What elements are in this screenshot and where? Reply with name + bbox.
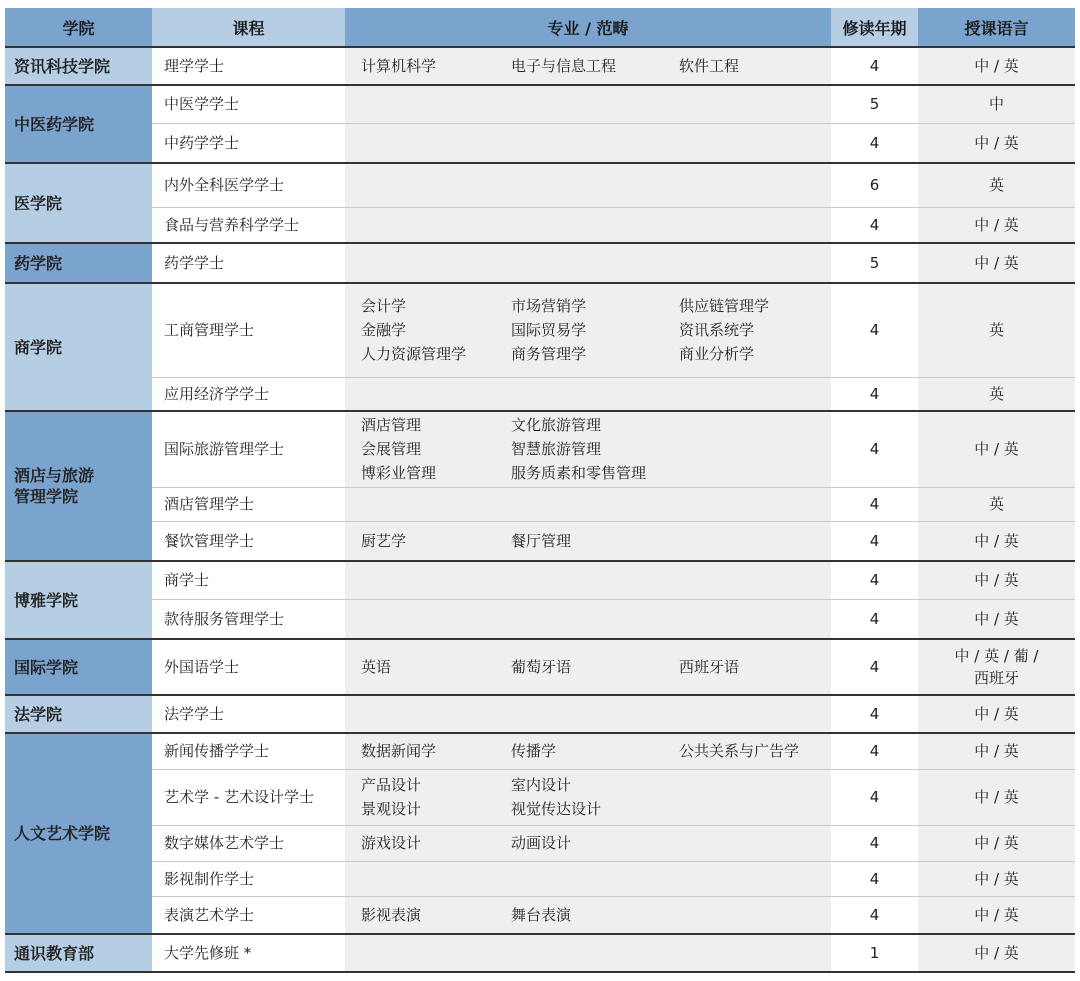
header-majors: 专业 / 范畴: [345, 8, 831, 47]
majors-cell: [345, 825, 831, 861]
language-cell: 中 / 英: [918, 47, 1075, 85]
years-cell: 4: [831, 896, 918, 934]
programme-cell: 款待服务管理学士: [152, 599, 345, 639]
years-cell: 4: [831, 521, 918, 561]
language-cell: 中 / 英: [918, 521, 1075, 561]
faculty-name: 酒店与旅游 管理学院: [14, 466, 95, 506]
table-row: [5, 896, 1075, 934]
majors-cell: [345, 639, 831, 695]
major-item: 商业分析学: [679, 345, 755, 364]
majors-cell: [345, 733, 831, 769]
language-cell: 中 / 英: [918, 599, 1075, 639]
major-item: [679, 903, 829, 927]
major-item: 文化旅游管理: [511, 416, 602, 435]
majors-cell: [345, 521, 831, 561]
programme-cell: 中医学学士: [152, 85, 345, 123]
programme-cell: 商学士: [152, 561, 345, 599]
language-cell: 中 / 英: [918, 769, 1075, 825]
major-item: [679, 529, 829, 553]
faculty-cell: [5, 934, 152, 972]
programme-cell: 餐饮管理学士: [152, 521, 345, 561]
table-row: [5, 85, 1075, 123]
table-row: [5, 123, 1075, 163]
major-item: 产品设计: [361, 776, 422, 794]
majors-cell: [345, 561, 831, 599]
header-programme: 课程: [152, 8, 345, 47]
language-cell: 英: [918, 283, 1075, 377]
major-item: 西班牙语: [679, 658, 740, 676]
programme-cell: 内外全科医学学士: [152, 163, 345, 207]
faculty-name: 医学院: [14, 193, 63, 213]
faculty-name: 博雅学院: [14, 590, 79, 610]
language-cell: 中 / 英: [918, 243, 1075, 283]
majors-grid: [345, 773, 831, 821]
faculty-cell: [5, 639, 152, 695]
faculty-name: 药学院: [14, 253, 63, 273]
majors-cell: [345, 243, 831, 283]
language-cell: 中: [918, 85, 1075, 123]
major-item: 博彩业管理: [361, 464, 437, 483]
major-item: 餐厅管理: [511, 531, 572, 550]
table-row: [5, 825, 1075, 861]
years-cell: 4: [831, 47, 918, 85]
faculty-cell: [5, 695, 152, 733]
major-item: 会展管理: [361, 440, 422, 459]
majors-cell: [345, 163, 831, 207]
majors-cell: [345, 207, 831, 243]
header-years: 修读年期: [831, 8, 918, 47]
programme-cell: 酒店管理学士: [152, 487, 345, 521]
major-item: 葡萄牙语: [511, 658, 572, 676]
table-row: [5, 283, 1075, 377]
language-cell: 中 / 英 / 葡 / 西班牙: [918, 639, 1075, 695]
faculty-cell: [5, 47, 152, 85]
major-item: 动画设计: [511, 834, 572, 852]
table-row: [5, 561, 1075, 599]
faculty-name: 国际学院: [14, 657, 79, 677]
programmes-table: [5, 8, 1075, 973]
table-row: [5, 733, 1075, 769]
programme-cell: 食品与营养科学学士: [152, 207, 345, 243]
faculty-cell: [5, 283, 152, 411]
majors-cell: [345, 123, 831, 163]
programme-cell: 影视制作学士: [152, 861, 345, 896]
majors-cell: [345, 861, 831, 896]
major-item: 酒店管理: [361, 416, 422, 435]
faculty-cell: [5, 561, 152, 639]
table-row: [5, 521, 1075, 561]
majors-cell: [345, 283, 831, 377]
faculty-name: 人文艺术学院: [14, 824, 111, 843]
majors-grid: [345, 54, 831, 78]
major-item: [679, 773, 829, 797]
major-item: 国际贸易学: [511, 321, 587, 340]
major-item: 游戏设计: [361, 834, 422, 852]
table-row: [5, 163, 1075, 207]
years-cell: 4: [831, 377, 918, 411]
years-cell: 4: [831, 599, 918, 639]
header-row: [5, 8, 1075, 47]
major-item: 电子与信息工程: [511, 57, 617, 75]
majors-cell: [345, 695, 831, 733]
major-item: 英语: [361, 658, 392, 676]
faculty-cell: [5, 243, 152, 283]
major-item: 供应链管理学: [679, 297, 770, 316]
major-item: [679, 831, 829, 855]
major-item: 金融学: [361, 321, 407, 340]
programme-cell: 工商管理学士: [152, 283, 345, 377]
faculty-name: 资讯科技学院: [14, 56, 111, 76]
years-cell: 4: [831, 733, 918, 769]
majors-grid: [345, 739, 831, 763]
table-row: [5, 695, 1075, 733]
majors-grid: [345, 529, 831, 553]
programme-cell: 中药学学士: [152, 123, 345, 163]
faculty-cell: [5, 163, 152, 243]
programme-cell: 理学学士: [152, 47, 345, 85]
programme-cell: 艺术学 - 艺术设计学士: [152, 769, 345, 825]
years-cell: 4: [831, 695, 918, 733]
programme-cell: 法学学士: [152, 695, 345, 733]
majors-cell: [345, 487, 831, 521]
major-item: 人力资源管理学: [361, 345, 467, 364]
language-cell: 中 / 英: [918, 733, 1075, 769]
table-row: [5, 377, 1075, 411]
major-item: 舞台表演: [511, 905, 572, 924]
years-cell: 4: [831, 123, 918, 163]
table-row: [5, 639, 1075, 695]
major-item: [679, 437, 829, 461]
majors-grid: [345, 413, 831, 485]
years-cell: 4: [831, 861, 918, 896]
language-cell: 中 / 英: [918, 896, 1075, 934]
language-cell: 英: [918, 487, 1075, 521]
major-item: [679, 461, 829, 485]
major-item: 景观设计: [361, 800, 422, 818]
major-item: 数据新闻学: [361, 742, 437, 761]
majors-grid: [345, 903, 831, 927]
years-cell: 4: [831, 283, 918, 377]
table-row: [5, 487, 1075, 521]
years-cell: 4: [831, 769, 918, 825]
table-row: [5, 599, 1075, 639]
faculty-name: 中医药学院: [14, 114, 95, 134]
language-cell: 中 / 英: [918, 861, 1075, 896]
major-item: 传播学: [511, 742, 557, 761]
table-row: [5, 47, 1075, 85]
language-cell: 中 / 英: [918, 123, 1075, 163]
header-language: 授课语言: [918, 8, 1075, 47]
faculty-name: 法学院: [14, 704, 63, 724]
table-row: [5, 243, 1075, 283]
years-cell: 4: [831, 411, 918, 487]
programme-cell: 数字媒体艺术学士: [152, 825, 345, 861]
language-cell: 中 / 英: [918, 695, 1075, 733]
major-item: 服务质素和零售管理: [511, 464, 647, 483]
majors-cell: [345, 411, 831, 487]
majors-cell: [345, 599, 831, 639]
major-item: 资讯系统学: [679, 321, 755, 340]
language-cell: 英: [918, 163, 1075, 207]
majors-cell: [345, 896, 831, 934]
header-faculty: 学院: [5, 8, 152, 47]
major-item: 影视表演: [361, 905, 422, 924]
language-cell: 英: [918, 377, 1075, 411]
major-item: 公共关系与广告学: [679, 742, 800, 761]
table-row: [5, 411, 1075, 487]
programme-cell: 药学学士: [152, 243, 345, 283]
majors-cell: [345, 377, 831, 411]
majors-cell: [345, 769, 831, 825]
table-row: [5, 934, 1075, 972]
table-row: [5, 207, 1075, 243]
major-item: 智慧旅游管理: [511, 440, 602, 459]
years-cell: 5: [831, 85, 918, 123]
major-item: 视觉传达设计: [511, 800, 602, 818]
years-cell: 5: [831, 243, 918, 283]
faculty-cell: [5, 733, 152, 934]
years-cell: 6: [831, 163, 918, 207]
major-item: [679, 413, 829, 437]
years-cell: 4: [831, 207, 918, 243]
major-item: 市场营销学: [511, 297, 587, 316]
language-cell: 中 / 英: [918, 934, 1075, 972]
programme-cell: 外国语学士: [152, 639, 345, 695]
language-cell: 中 / 英: [918, 561, 1075, 599]
language-cell: 中 / 英: [918, 207, 1075, 243]
years-cell: 4: [831, 487, 918, 521]
faculty-name: 商学院: [14, 337, 63, 357]
programme-cell: 国际旅游管理学士: [152, 411, 345, 487]
table-row: [5, 769, 1075, 825]
table-row: [5, 861, 1075, 896]
majors-grid: [345, 294, 831, 366]
majors-cell: [345, 934, 831, 972]
faculty-name: 通识教育部: [14, 943, 95, 963]
majors-grid: [345, 831, 831, 855]
majors-cell: [345, 47, 831, 85]
major-item: [679, 797, 829, 821]
majors-cell: [345, 85, 831, 123]
programme-cell: 大学先修班 *: [152, 934, 345, 972]
major-item: 计算机科学: [361, 57, 437, 75]
years-cell: 4: [831, 639, 918, 695]
programme-cell: 应用经济学学士: [152, 377, 345, 411]
programme-cell: 表演艺术学士: [152, 896, 345, 934]
major-item: 厨艺学: [361, 531, 407, 550]
majors-grid: [345, 655, 831, 679]
major-item: 商务管理学: [511, 345, 587, 364]
language-cell: 中 / 英: [918, 825, 1075, 861]
programme-cell: 新闻传播学学士: [152, 733, 345, 769]
language-cell: 中 / 英: [918, 411, 1075, 487]
faculty-cell: [5, 85, 152, 163]
years-cell: 4: [831, 825, 918, 861]
table-body: [5, 47, 1075, 972]
faculty-cell: [5, 411, 152, 561]
major-item: 软件工程: [679, 57, 740, 75]
years-cell: 1: [831, 934, 918, 972]
major-item: 室内设计: [511, 776, 572, 794]
years-cell: 4: [831, 561, 918, 599]
major-item: 会计学: [361, 297, 407, 316]
